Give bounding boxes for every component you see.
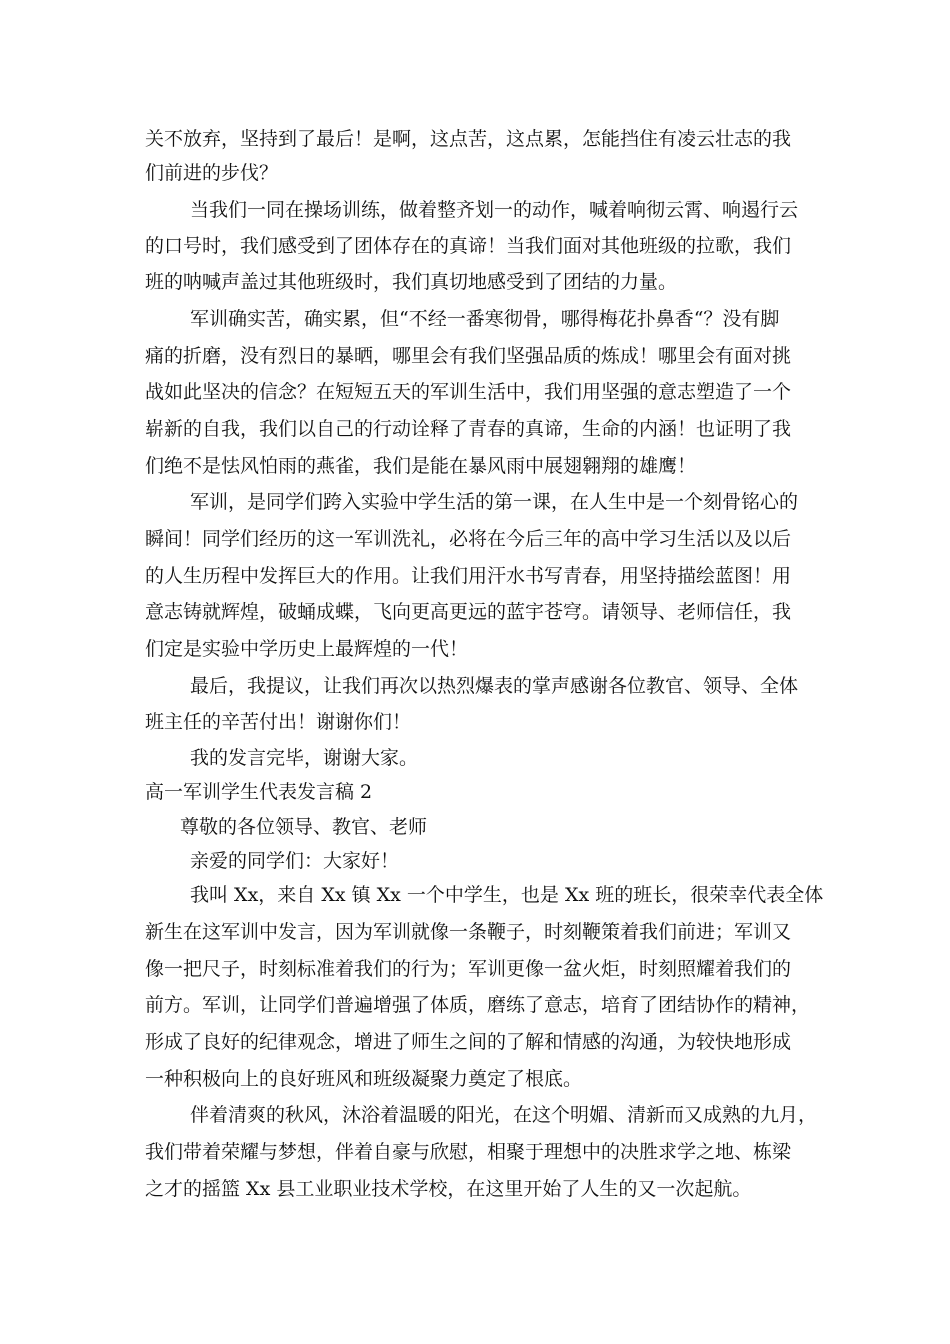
text-line: 亲爱的同学们：大家好！ — [190, 850, 400, 872]
text-line: 新生在这军训中发言，因为军训就像一条鞭子，时刻鞭策着我们前进；军训又 — [145, 921, 792, 943]
text-line: 我叫 Xx，来自 Xx 镇 Xx 一个中学生，也是 Xx 班的班长，很荣幸代表全体 — [190, 884, 824, 906]
text-line: 伴着清爽的秋风，沐浴着温暖的阳光，在这个明媚、清新而又成熟的九月， — [190, 1104, 818, 1126]
text-line: 班主任的辛苦付出！谢谢你们！ — [145, 711, 412, 733]
text-line: 尊敬的各位领导、教官、老师 — [180, 816, 428, 838]
text-line: 军训，是同学们跨入实验中学生活的第一课，在人生中是一个刻骨铭心的 — [190, 491, 799, 513]
text-line: 像一把尺子，时刻标准着我们的行为；军训更像一盆火炬，时刻照耀着我们的 — [145, 958, 792, 980]
text-line: 们定是实验中学历史上最辉煌的一代！ — [145, 638, 469, 660]
text-line: 军训确实苦，确实累，但“不经一番寒彻骨，哪得梅花扑鼻香“？没有脚 — [190, 308, 780, 330]
text-line: 意志铸就辉煌，破蛹成蝶，飞向更高更远的蓝宇苍穹。请领导、老师信任，我 — [145, 601, 792, 623]
text-line: 的人生历程中发挥巨大的作用。让我们用汗水书写青春，用坚持描绘蓝图！用 — [145, 565, 792, 587]
text-line: 之才的摇篮 Xx 县工业职业技术学校，在这里开始了人生的又一次起航。 — [145, 1178, 752, 1200]
text-line: 关不放弃，坚持到了最后！是啊，这点苦，这点累，怎能挡住有凌云壮志的我 — [145, 128, 792, 150]
text-line: 们绝不是怯风怕雨的燕雀，我们是能在暴风雨中展翅翱翔的雄鹰！ — [145, 455, 697, 477]
text-line: 我们带着荣耀与梦想，伴着自豪与欣慰，相聚于理想中的决胜求学之地、栋梁 — [145, 1141, 792, 1163]
text-line: 瞬间！同学们经历的这一军训洗礼，必将在今后三年的高中学习生活以及以后 — [145, 528, 792, 550]
text-line: 形成了良好的纪律观念，增进了师生之间的了解和情感的沟通，为较快地形成 — [145, 1031, 792, 1053]
text-line: 们前进的步伐？ — [145, 162, 279, 184]
section-heading: 高一军训学生代表发言稿 2 — [145, 781, 373, 803]
text-line: 前方。军训，让同学们普遍增强了体质，磨练了意志，培育了团结协作的精神， — [145, 994, 811, 1016]
text-line: 的口号时，我们感受到了团体存在的真谛！当我们面对其他班级的拉歌，我们 — [145, 235, 792, 257]
text-line: 痛的折磨，没有烈日的暴晒，哪里会有我们坚强品质的炼成！哪里会有面对挑 — [145, 345, 792, 367]
text-line: 当我们一同在操场训练，做着整齐划一的动作，喊着响彻云霄、响遏行云 — [190, 199, 799, 221]
text-line: 一种积极向上的良好班风和班级凝聚力奠定了根底。 — [145, 1068, 583, 1090]
text-line: 崭新的自我，我们以自己的行动诠释了青春的真谛，生命的内涵！也证明了我 — [145, 418, 792, 440]
text-line: 战如此坚决的信念？在短短五天的军训生活中，我们用坚强的意志塑造了一个 — [145, 381, 792, 403]
text-line: 最后，我提议，让我们再次以热烈爆表的掌声感谢各位教官、领导、全体 — [190, 675, 799, 697]
text-line: 我的发言完毕，谢谢大家。 — [190, 747, 419, 769]
text-line: 班的呐喊声盖过其他班级时，我们真切地感受到了团结的力量。 — [145, 271, 678, 293]
